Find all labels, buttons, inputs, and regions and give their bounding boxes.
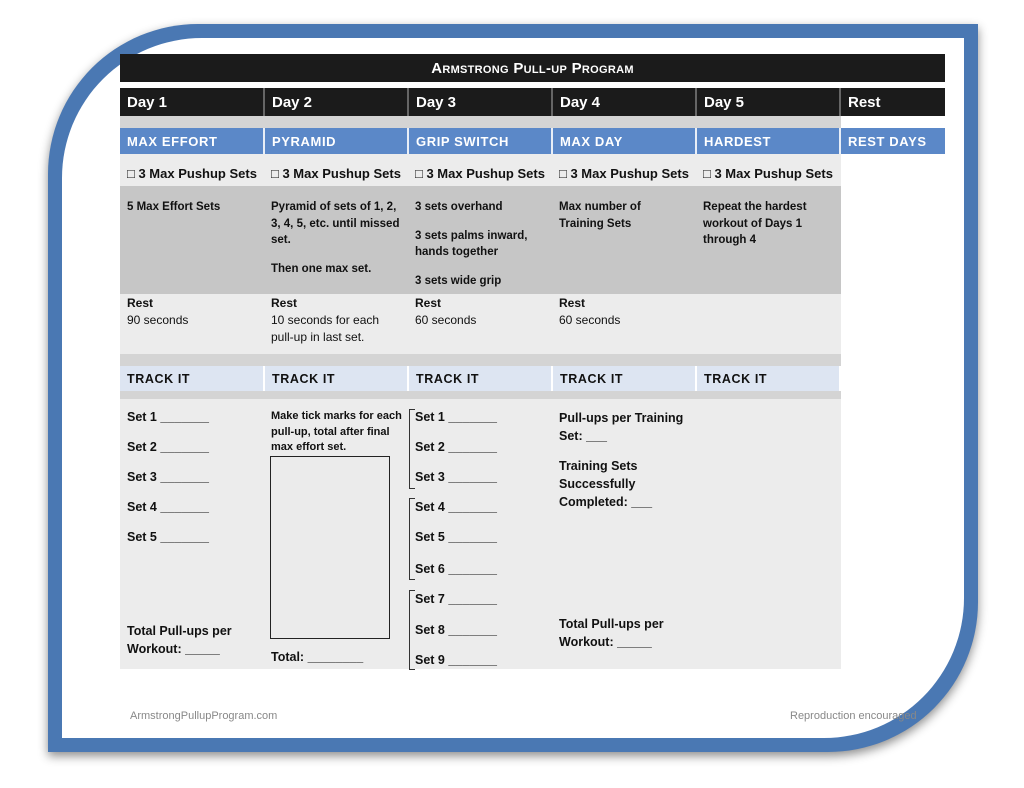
footer-website: ArmstrongPullupProgram.com (130, 710, 278, 722)
day1-set-5-field[interactable]: Set 5 _______ (127, 530, 210, 544)
rest-day-label: Rest (841, 88, 945, 116)
header-hardest: HARDEST (697, 128, 841, 154)
footer-note: Reproduction encouraged (790, 710, 917, 722)
divider (120, 391, 841, 399)
track-it-day-5: TRACK IT (697, 366, 841, 391)
header-max-effort: MAX EFFORT (120, 128, 265, 154)
day1-total-field[interactable]: Total Pull-ups per Workout: _____ (127, 624, 232, 656)
track-it-day-4: TRACK IT (553, 366, 697, 391)
track-it-day-3: TRACK IT (409, 366, 553, 391)
rest-value-day-3: 60 seconds (415, 313, 477, 327)
description-day-5: Repeat the hardest workout of Days 1 through 4 (703, 201, 807, 246)
day-5-label: Day 5 (697, 88, 841, 116)
program-title: Armstrong Pull-up Program (120, 54, 945, 82)
description-day-4: Max number of Training Sets (559, 201, 641, 230)
header-max-day: MAX DAY (553, 128, 697, 154)
track-it-day-2: TRACK IT (265, 366, 409, 391)
day3-set-5-field[interactable]: Set 5 _______ (415, 530, 498, 544)
description-day-2: Pyramid of sets of 1, 2, 3, 4, 5, etc. until missed set. Then one max set. (271, 201, 400, 275)
pushup-checkbox-day-1[interactable]: □ 3 Max Pushup Sets (127, 166, 257, 181)
day2-instructions: Make tick marks for each pull-up, total after final max effort set. (271, 410, 402, 453)
day3-set-8-field[interactable]: Set 8 _______ (415, 623, 498, 637)
track-it-day-1: TRACK IT (120, 366, 265, 391)
day2-total-field[interactable]: Total: ________ (271, 650, 364, 664)
rest-value-day-2: 10 seconds for each pull-up in last set. (271, 313, 380, 344)
pushup-checkbox-day-2[interactable]: □ 3 Max Pushup Sets (271, 166, 401, 181)
pushup-checkbox-day-5[interactable]: □ 3 Max Pushup Sets (703, 166, 833, 181)
day3-set-6-field[interactable]: Set 6 _______ (415, 562, 498, 576)
day4-sets-completed-field[interactable]: Training Sets Successfully Completed: ___ (559, 459, 653, 509)
day1-set-2-field[interactable]: Set 2 _______ (127, 440, 210, 454)
day1-set-1-field[interactable]: Set 1 _______ (127, 410, 210, 424)
day3-set-2-field[interactable]: Set 2 _______ (415, 440, 498, 454)
day4-total-field[interactable]: Total Pull-ups per Workout: _____ (559, 617, 664, 649)
rest-label-day-3: Rest (415, 296, 442, 310)
header-grip-switch: GRIP SWITCH (409, 128, 553, 154)
description-day-1: 5 Max Effort Sets (127, 201, 221, 213)
rest-label-day-2: Rest (271, 296, 298, 310)
day-2-label: Day 2 (265, 88, 409, 116)
rest-label-day-4: Rest (559, 296, 586, 310)
tick-mark-box[interactable] (270, 456, 390, 639)
day-3-label: Day 3 (409, 88, 553, 116)
header-pyramid: PYRAMID (265, 128, 409, 154)
divider (120, 354, 841, 366)
day3-set-9-field[interactable]: Set 9 _______ (415, 653, 498, 667)
divider (120, 116, 841, 128)
description-day-3: 3 sets overhand 3 sets palms inward, hands together 3 sets wide grip (415, 201, 528, 287)
day4-pullups-per-set-field[interactable]: Pull-ups per Training Set: ___ (559, 411, 684, 443)
rest-value-day-1: 90 seconds (127, 313, 189, 327)
rest-value-day-4: 60 seconds (559, 313, 621, 327)
day-1-label: Day 1 (120, 88, 265, 116)
day-4-label: Day 4 (553, 88, 697, 116)
pushup-checkbox-day-3[interactable]: □ 3 Max Pushup Sets (415, 166, 545, 181)
rest-label-day-1: Rest (127, 296, 154, 310)
day1-set-4-field[interactable]: Set 4 _______ (127, 500, 210, 514)
day1-set-3-field[interactable]: Set 3 _______ (127, 470, 210, 484)
pushup-checkbox-day-4[interactable]: □ 3 Max Pushup Sets (559, 166, 689, 181)
day3-set-4-field[interactable]: Set 4 _______ (415, 500, 498, 514)
header-rest-days: REST DAYS (841, 128, 945, 154)
day3-set-3-field[interactable]: Set 3 _______ (415, 470, 498, 484)
day3-set-1-field[interactable]: Set 1 _______ (415, 410, 498, 424)
day3-set-7-field[interactable]: Set 7 _______ (415, 592, 498, 606)
